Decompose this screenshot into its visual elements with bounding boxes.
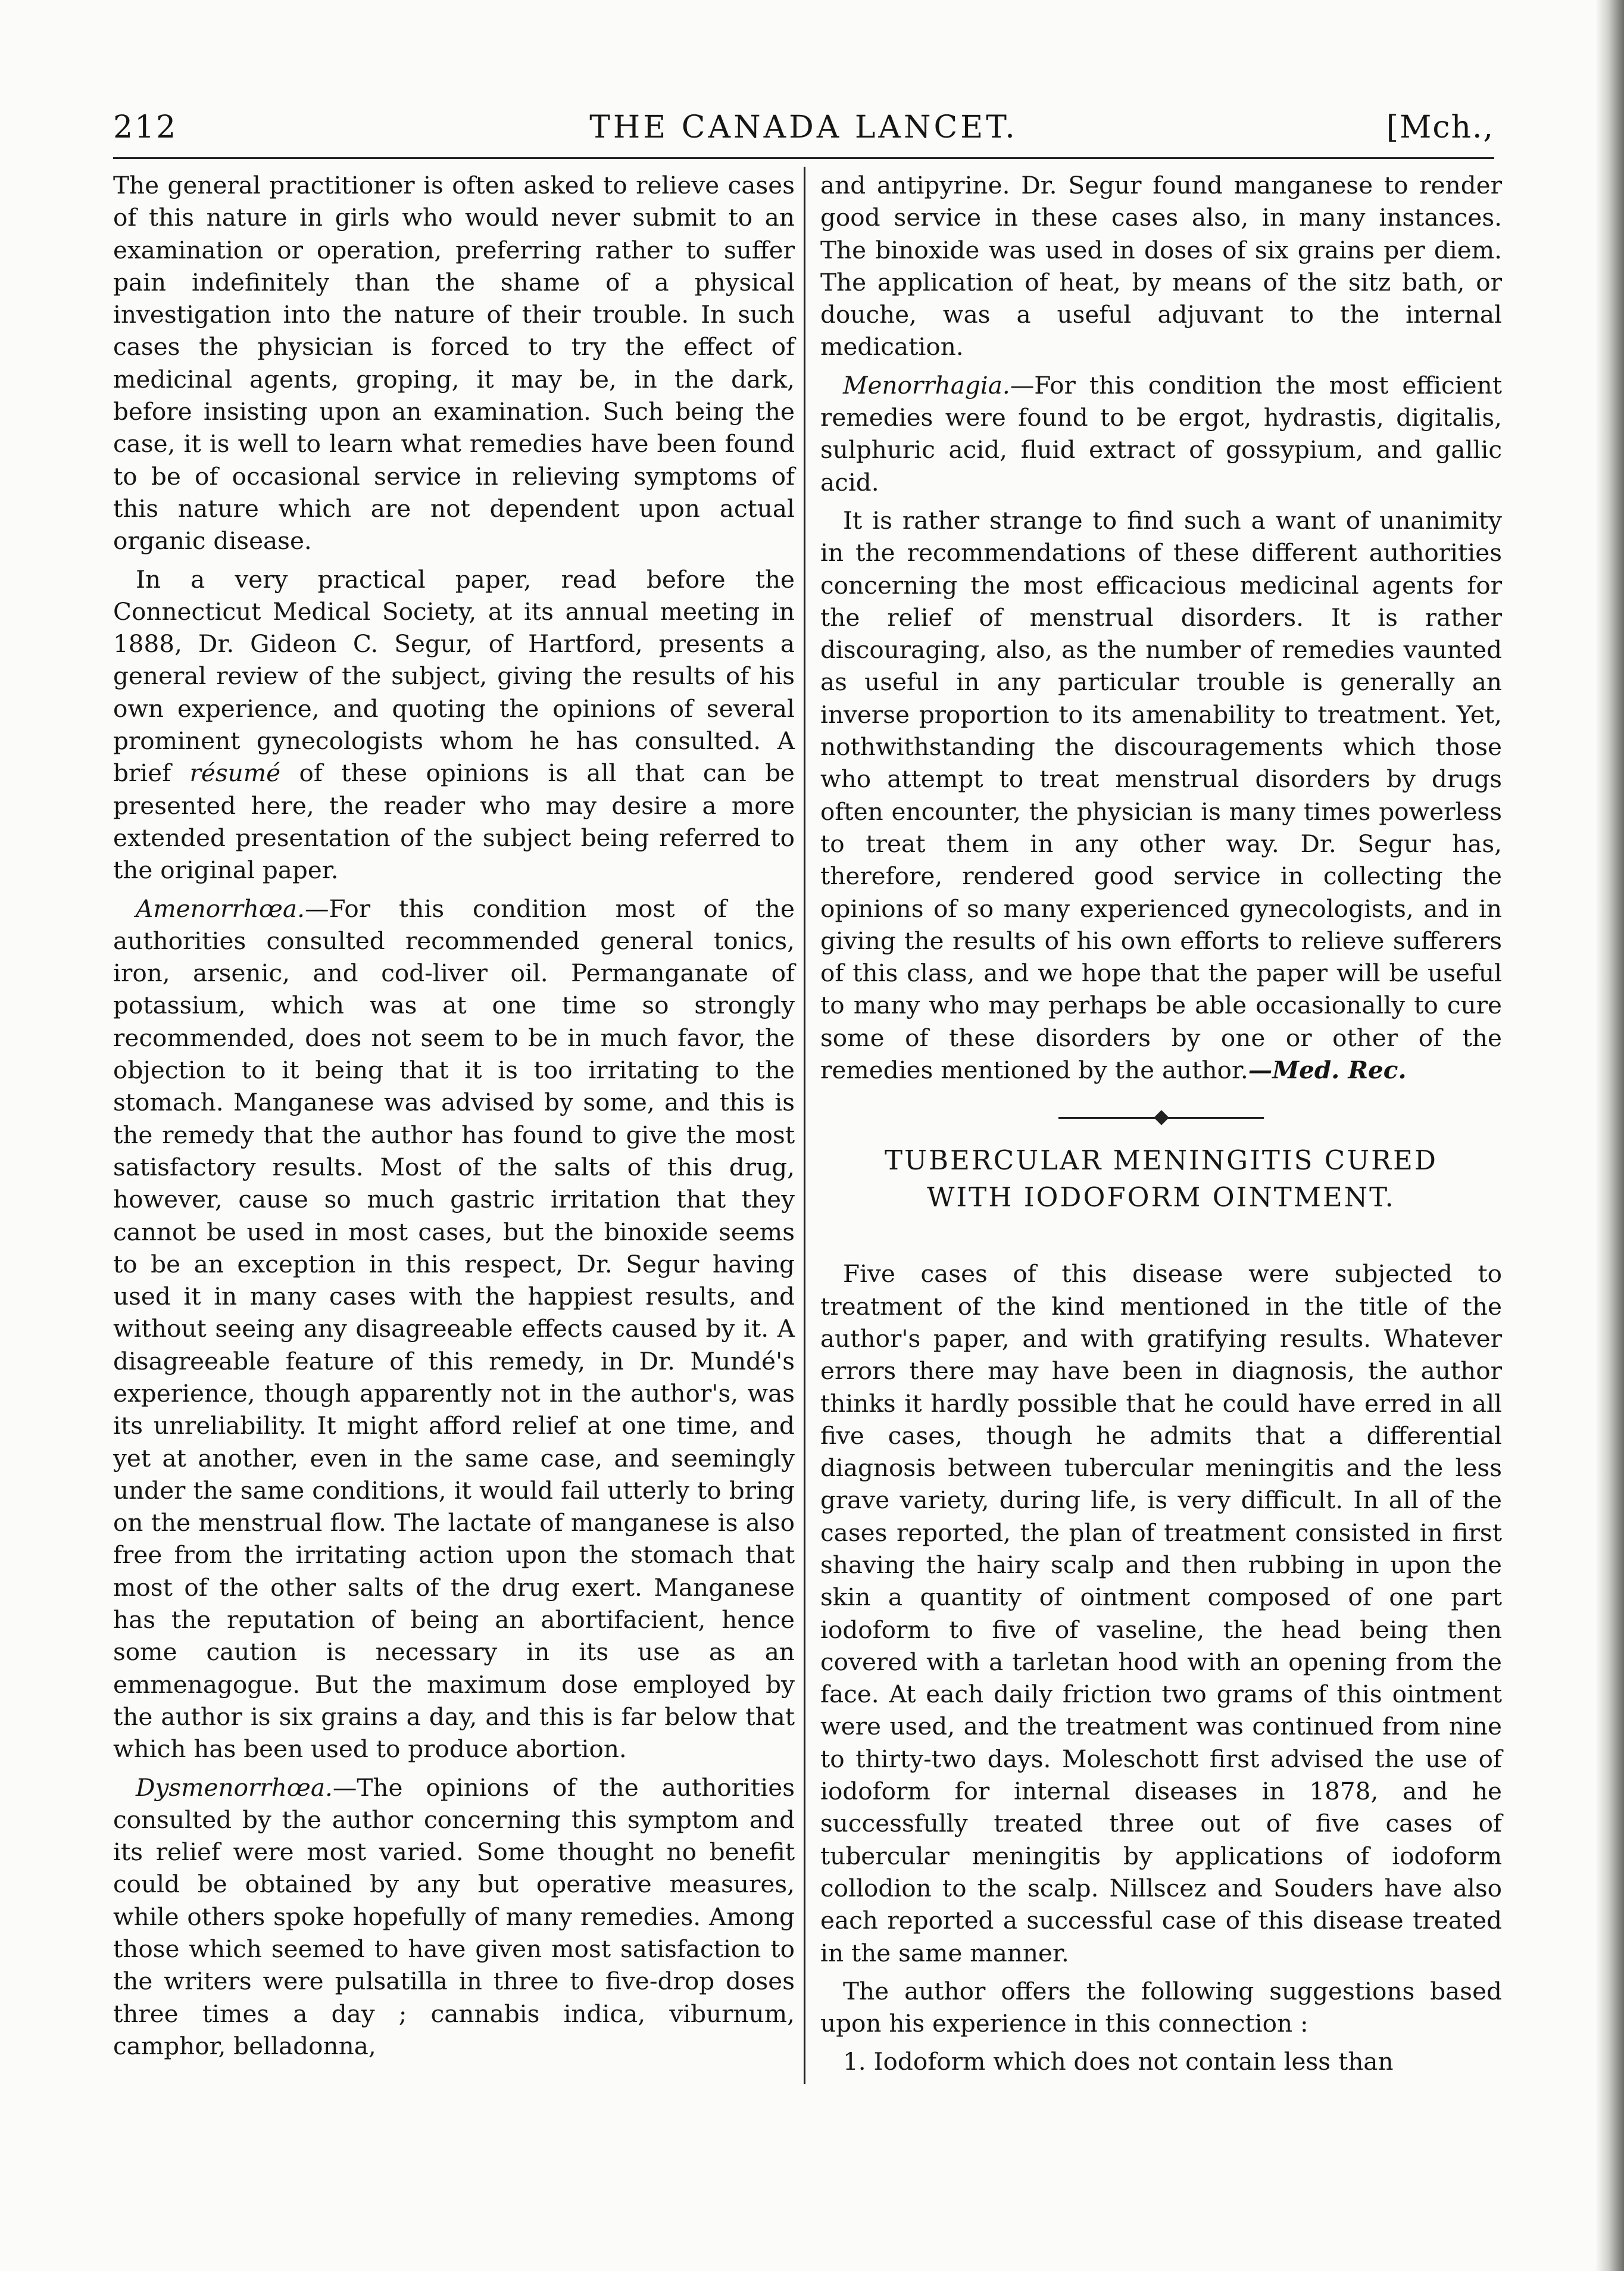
section-term: Menorrhagia. [843,370,1010,400]
section-divider [820,1109,1502,1127]
paragraph [820,504,1502,1086]
list-item: 1. Iodoform which does not contain less than [843,2047,1394,2076]
scan-edge-shadow [1595,0,1624,2271]
column-rule [804,167,805,2084]
header-rule [113,157,1494,159]
menorrhagia-section [820,369,1502,498]
page-number: 212 [113,110,178,145]
paragraph: Five cases of this disease were subjected to treatment of the kind mentioned in the title of the author's paper, and with gratifying results. Whatever errors there may have been in diagnosis, the author thinks it hardly possible that he could have erred in all five cases, though he admits that a differential diagnosis between tubercular meningitis and the less grave variety, during life, is very difficult. In all of the cases reported, the plan of treatment consisted in first shaving the hairy scalp and then rubbing in upon the skin a quantity of ointment composed of one part iodoform to five of vaseline, the head being then covered with a tarletan hood with an opening from the face. At each daily friction two grams of this ointment were used, and the treatment was continued from nine to thirty-two days. Moleschott first advised the use of iodoform for internal diseases in 1878, and he successfully treated three out of five cases of tubercular meningitis by applications of iodoform collodion to the scalp. Nillscez and Souders have also each reported a successful case of this disease treated in the same manner. [820,1259,1502,1967]
right-column [820,169,1502,2078]
paragraph-text: It is rather strange to find such a want of unanimity in the recommendations of these different authorities concerning the most efficacious medicinal agents for the relief of menstrual disorders. It is rather discouraging, also, as the number of remedies vaunted as useful in any particular trouble is generally an inverse proportion to its amenability to treatment. Yet, nothwithstanding the discouragements which those who attempt to treat menstrual disorders by drugs often encounter, the physician is many times powerless to treat them in any other way. Dr. Segur has, therefore, rendered good service in collecting the opinions of so many experienced gynecologists, and in giving the results of his own efforts to relieve sufferers of this class, and we hope that the paper will be useful to many who may perhaps be able occasionally to cure some of these disorders by one or other of the remedies mentioned by the author. [820,506,1502,1085]
paragraph: The author offers the following suggestions based upon his experience in this connection : [820,1976,1502,2038]
article-title-line: TUBERCULAR MENINGITIS CURED [885,1144,1438,1177]
section-term: Dysmenorrhœa. [136,1773,333,1802]
paragraph-text: In a very practical paper, read before the Connecticut Medical Society, at its annual meeting in 1888, Dr. Gideon C. Segur, of Hartford, presents a general review of the subject, giving the results of his own experience, and quoting the opinions of several prominent gynecologists whom he has consulted. A brief [113,564,795,788]
paragraph-text: of these opinions is all that can be presented here, the reader who may desire a more extended presentation of the subject being referred to the original paper. [113,759,795,885]
paragraph: The general practitioner is often asked to relieve cases of this nature in girls who would never submit to an examination or operation, preferring rather to suffer pain indefinitely than the shame of a physical investigation into the nature of their trouble. In such cases the physician is forced to try the effect of medicinal agents, groping, it may be, in the dark, before insisting upon an examination. Such being the case, it is well to learn what remedies have been found to be of occasional service in relieving symptoms of this nature which are not dependent upon actual organic disease. [113,171,795,556]
section-text: —The opinions of the authorities consulted by the author concerning this symptom and its relief were most varied. Some thought no benefit could be obtained by any but operative measures, while others spoke hopefully of many remedies. Among those which seemed to have given most satisfaction to the writers were pulsatilla in three to five-drop doses three times a day ; cannabis indica, viburnum, camphor, belladonna, [113,1773,795,2060]
running-header [113,106,1494,154]
article-title [820,1142,1502,1216]
amenorrhoea-section [113,893,795,1765]
issue-month: [Mch., [1386,110,1494,145]
left-column [113,169,795,2068]
resume-term: résumé [189,759,281,788]
section-text: —For this condition most of the authorities consulted recommended general tonics, iron, arsenic, and cod-liver oil. Permanganate of potassium, which was at one time so strongly recommended, does not seem to be in much favor, the objection to it being that it is too irritating to the stomach. Manganese was advised by some, and this is the remedy that the author has found to give the most satisfactory results. Most of the salts of this drug, however, cause so much gastric irritation that they cannot be used in most cases, but the binoxide seems to be an exception in this respect, Dr. Segur having used it in many cases with the happiest results, and without seeing any disagreeable effects caused by it. A disagreeable feature of this remedy, in Dr. Mundé's experience, though apparently not in the author's, was its unreliability. It might afford relief at one time, and yet at another, even in the same case, and seemingly under the same conditions, it would fail utterly to bring on the menstrual flow. The lactate of manganese is also free from the irritating action upon the stomach that most of the other salts of the drug exert. Manganese has the reputation of being an abortifacient, hence some caution is necessary in its use as an emmenagogue. But the maximum dose employed by the author is six grains a day, and this is far below that which has been used to produce abortion. [113,894,795,1764]
paragraph [113,563,795,887]
article-title-line: WITH IODOFORM OINTMENT. [927,1181,1395,1214]
divider-ornament-icon [1154,1110,1169,1125]
section-text: —For this condition the most efficient remedies were found to be ergot, hydrastis, digitalis, sulphuric acid, fluid extract of gossypium, and gallic acid. [820,370,1502,497]
dysmenorrhoea-section [113,1771,795,2063]
section-term: Amenorrhœa. [136,894,305,923]
continued-paragraph: and antipyrine. Dr. Segur found manganese to render good service in these cases also, in many instances. The binoxide was used in doses of six grains per diem. The application of heat, by means of the sitz bath, or douche, was a useful adjuvant to the internal medication. [820,171,1502,361]
source-citation: —Med. Rec. [1248,1056,1407,1085]
journal-title: THE CANADA LANCET. [589,110,1018,145]
